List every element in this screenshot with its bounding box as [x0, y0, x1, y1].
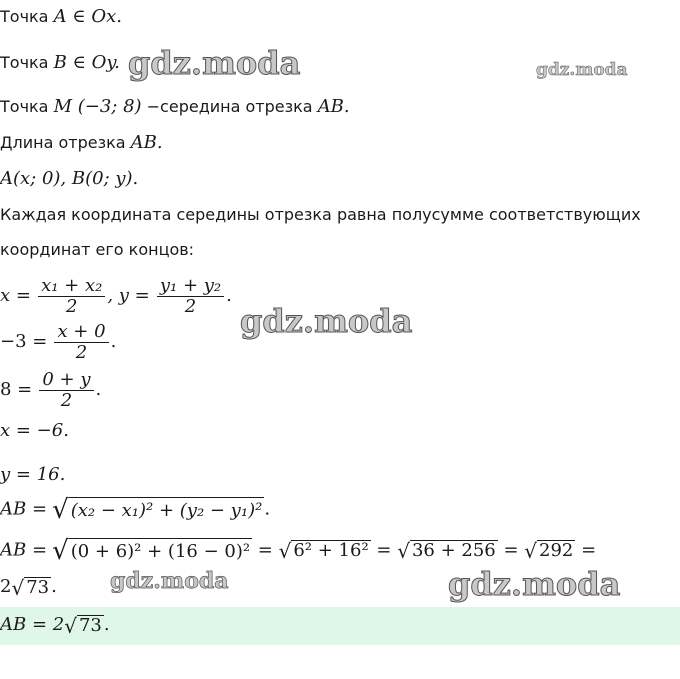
math: 8 =	[0, 379, 33, 400]
line-x-eq	[0, 322, 116, 363]
radical-sign: √	[52, 495, 69, 525]
math: .	[264, 498, 271, 520]
radical-sign: √	[52, 536, 69, 566]
watermark: gdz.moda	[110, 568, 229, 594]
square-root	[52, 497, 264, 523]
watermark: gdz.moda	[536, 60, 628, 80]
square-root	[11, 577, 51, 599]
text: Точка	[0, 7, 54, 26]
math: x = −6.	[0, 420, 69, 441]
line-coords	[0, 168, 138, 189]
line-point-b	[0, 52, 120, 73]
fraction	[39, 370, 93, 411]
radical-sign: √	[397, 539, 410, 563]
watermark: gdz.moda	[240, 302, 413, 340]
math: AB.	[130, 132, 163, 153]
square-root	[524, 540, 575, 562]
radicand: 6² + 16²	[293, 540, 369, 561]
square-root	[279, 540, 371, 562]
line-x-result	[0, 420, 69, 441]
square-root	[64, 615, 104, 637]
denominator: 2	[60, 390, 73, 411]
square-root	[52, 538, 252, 564]
line-y-result	[0, 464, 65, 485]
radicand: (x₂ − x₁)² + (y₂ − y₁)²	[69, 497, 265, 523]
math: .	[226, 285, 232, 306]
math: A(x; 0), B(0; y).	[0, 168, 139, 189]
radical-sign: √	[11, 575, 25, 600]
math: =	[370, 539, 398, 561]
radicand: 73	[26, 576, 50, 598]
math: .	[51, 576, 57, 597]
fraction	[38, 276, 105, 317]
math: M (−3; 8)	[53, 96, 142, 117]
line-midpoint	[0, 96, 350, 117]
line-distance-formula	[0, 497, 270, 523]
radicand: 73	[78, 614, 102, 636]
line-answer	[0, 614, 110, 637]
text: Точка	[0, 53, 54, 72]
math: , y =	[107, 285, 150, 306]
math: =	[252, 539, 279, 561]
text: −середина отрезка	[141, 97, 318, 116]
line-rule	[0, 205, 641, 224]
numerator: x₁ + x₂	[41, 275, 103, 296]
square-root	[397, 540, 498, 562]
line-distance-simplified	[0, 576, 57, 599]
denominator: 2	[184, 296, 197, 317]
radicand: 36 + 256	[411, 540, 496, 561]
math: .	[103, 614, 110, 635]
math: A ∈ Ox.	[53, 6, 122, 27]
line-midpoint-formula	[0, 276, 232, 317]
fraction	[54, 322, 108, 363]
math: B ∈ Oy.	[53, 52, 120, 73]
radical-sign: √	[278, 539, 292, 563]
math: AB =	[0, 539, 48, 561]
text: Каждая координата середины отрезка равна полусумме соответствующих	[0, 205, 641, 224]
denominator: 2	[65, 296, 78, 317]
line-distance-calc	[0, 538, 596, 564]
radicand: 292	[539, 540, 574, 561]
numerator: 0 + y	[42, 369, 91, 390]
math: 2	[0, 576, 12, 597]
math: −3 =	[0, 331, 48, 352]
math: AB =	[0, 498, 48, 520]
line-y-eq	[0, 370, 101, 411]
fraction	[157, 276, 224, 317]
line-point-a	[0, 6, 122, 27]
numerator: x + 0	[57, 321, 106, 342]
math: =	[497, 539, 525, 561]
numerator: y₁ + y₂	[159, 275, 222, 296]
math: .	[95, 379, 102, 400]
math: x =	[0, 285, 31, 306]
math: y = 16.	[0, 464, 66, 485]
math: AB = 2	[0, 614, 65, 635]
denominator: 2	[75, 342, 88, 363]
radical-sign: √	[524, 539, 538, 563]
text: Точка	[0, 97, 54, 116]
math: .	[110, 331, 117, 352]
watermark: gdz.moda	[128, 44, 301, 82]
line-length	[0, 132, 163, 153]
watermark: gdz.moda	[448, 565, 621, 603]
radical-sign: √	[64, 613, 77, 638]
text: координат его концов:	[0, 240, 195, 259]
text: Длина отрезка	[0, 133, 131, 152]
math: =	[575, 539, 597, 561]
line-rule-cont	[0, 240, 194, 259]
radicand: (0 + 6)² + (16 − 0)²	[69, 538, 252, 564]
math: AB.	[317, 96, 350, 117]
